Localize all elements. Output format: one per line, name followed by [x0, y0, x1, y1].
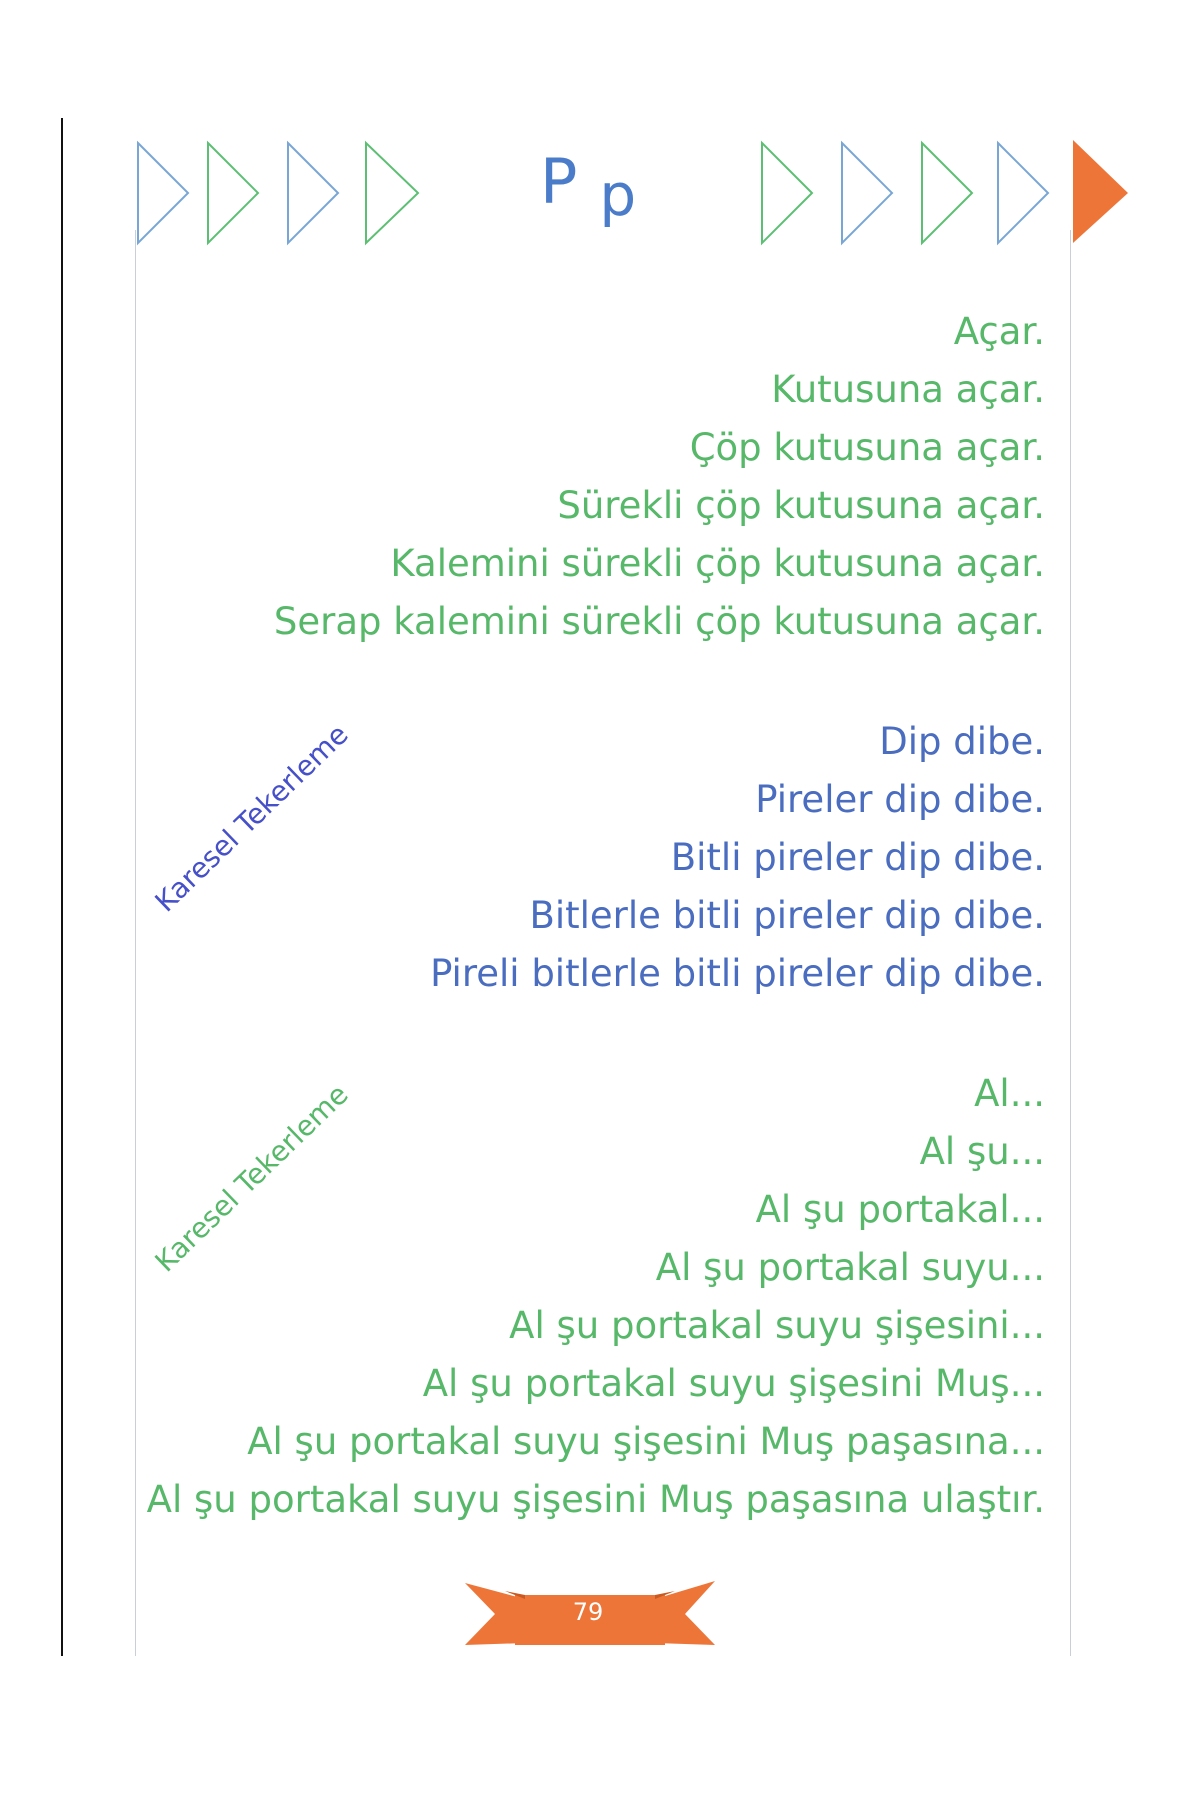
verse-line: Pireler dip dibe.	[755, 778, 1045, 821]
verse-line: Al şu portakal suyu şişesini Muş paşasına ulaştır.	[146, 1478, 1045, 1521]
triangle-outline-icon	[138, 143, 188, 243]
verse-line: Açar.	[953, 310, 1045, 353]
page-edge-line	[61, 118, 63, 1656]
verse-3-label: Karesel Tekerleme	[148, 1077, 355, 1279]
verse-3	[147, 1065, 1045, 1529]
verse-line: Sürekli çöp kutusuna açar.	[557, 484, 1045, 527]
verse-line: Al şu portakal suyu şişesini Muş...	[422, 1362, 1045, 1405]
verse-line: Serap kalemini sürekli çöp kutusuna açar.	[273, 600, 1045, 643]
verse-line: Al şu portakal suyu şişesini...	[509, 1304, 1045, 1347]
page-frame-right	[1070, 230, 1071, 1656]
triangle-outline-icon	[208, 143, 258, 243]
page-frame-left	[135, 230, 136, 1656]
triangle-outline-icon	[842, 143, 892, 243]
verse-2-label: Karesel Tekerleme	[148, 717, 355, 919]
triangle-outline-icon	[922, 143, 972, 243]
verse-line: Al şu portakal suyu...	[655, 1246, 1045, 1289]
verse-line: Dip dibe.	[879, 720, 1045, 763]
triangle-outline-icon	[366, 143, 418, 243]
verse-line: Bitli pireler dip dibe.	[670, 836, 1045, 879]
verse-line: Çöp kutusuna açar.	[689, 426, 1045, 469]
verse-line: Pireli bitlerle bitli pireler dip dibe.	[430, 952, 1045, 995]
verse-line: Kalemini sürekli çöp kutusuna açar.	[390, 542, 1045, 585]
triangle-outline-icon	[288, 143, 338, 243]
orange-triangle-icon	[1073, 140, 1128, 243]
verse-line: Al...	[974, 1072, 1045, 1115]
verse-line: Bitlerle bitli pireler dip dibe.	[529, 894, 1045, 937]
verse-1	[274, 303, 1045, 651]
page-number: 79	[572, 1598, 604, 1626]
page-title	[540, 145, 641, 229]
triangle-outline-icon	[762, 143, 812, 243]
triangle-outline-icon	[998, 143, 1048, 243]
verse-line: Al şu...	[919, 1130, 1045, 1173]
verse-line: Al şu portakal suyu şişesini Muş paşasına...	[247, 1420, 1045, 1463]
title-upper: P	[540, 145, 582, 218]
verse-line: Al şu portakal...	[755, 1188, 1045, 1231]
verse-2	[430, 713, 1045, 1003]
title-lower: p	[599, 161, 641, 229]
verse-line: Kutusuna açar.	[771, 368, 1045, 411]
